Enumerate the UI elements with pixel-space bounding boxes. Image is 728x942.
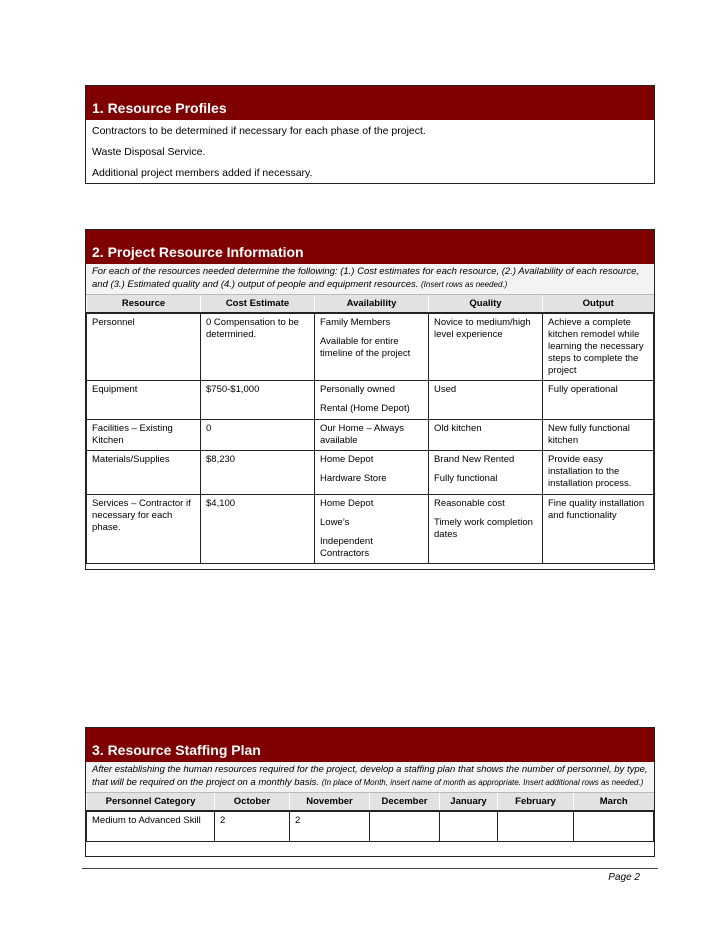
cell-output: Fully operational bbox=[543, 381, 654, 420]
column-header: Availability bbox=[315, 295, 429, 313]
column-header: Resource bbox=[87, 295, 201, 313]
cell-availability: Home Depot Lowe’s Independent Contractors bbox=[315, 495, 429, 564]
column-header: December bbox=[370, 793, 440, 811]
column-header: January bbox=[440, 793, 498, 811]
column-header: November bbox=[290, 793, 370, 811]
column-header: Personnel Category bbox=[87, 793, 215, 811]
profile-line: Contractors to be determined if necessary for each phase of the project. bbox=[92, 125, 426, 137]
cell-output: New fully functional kitchen bbox=[543, 420, 654, 451]
section-description bbox=[86, 264, 654, 295]
cell-resource: Personnel bbox=[87, 313, 201, 381]
table-row bbox=[87, 381, 654, 420]
cell-availability: Family Members Available for entire timeline of the project bbox=[315, 313, 429, 381]
table-row bbox=[87, 811, 654, 841]
cell-output: Achieve a complete kitchen remodel while learning the necessary steps to complete the project bbox=[543, 313, 654, 381]
cell-resource: Facilities – Existing Kitchen bbox=[87, 420, 201, 451]
resource-staffing-plan-section bbox=[85, 727, 655, 857]
cell-quality: Brand New Rented Fully functional bbox=[429, 451, 543, 495]
cell-cost: $4,100 bbox=[201, 495, 315, 564]
cell-resource: Equipment bbox=[87, 381, 201, 420]
cell-february bbox=[498, 811, 574, 841]
footer-divider bbox=[82, 868, 658, 869]
column-header: Cost Estimate bbox=[201, 295, 315, 313]
cell-quality: Novice to medium/high level experience bbox=[429, 313, 543, 381]
cell-output: Fine quality installation and functionality bbox=[543, 495, 654, 564]
cell-cost: 0 bbox=[201, 420, 315, 451]
cell-cost: 0 Compensation to be determined. bbox=[201, 313, 315, 381]
column-header: March bbox=[574, 793, 654, 811]
cell-availability: Our Home – Always available bbox=[315, 420, 429, 451]
section-description bbox=[86, 762, 654, 793]
table-row bbox=[87, 313, 654, 381]
cell-january bbox=[440, 811, 498, 841]
table-row bbox=[87, 451, 654, 495]
profile-line: Additional project members added if necessary. bbox=[92, 167, 313, 179]
page-number: Page 2 bbox=[608, 872, 640, 883]
cell-december bbox=[370, 811, 440, 841]
cell-resource: Services – Contractor if necessary for each phase. bbox=[87, 495, 201, 564]
section-title: 2. Project Resource Information bbox=[86, 230, 654, 264]
resource-profiles-section bbox=[85, 85, 655, 184]
column-header: Output bbox=[543, 295, 654, 313]
description-text: After establishing the human resources required for the project, develop a staffing plan that shows the number of personnel, by type, that will be required on the project on a monthly basis. bbox=[92, 764, 648, 788]
cell-november: 2 bbox=[290, 811, 370, 841]
section-title: 1. Resource Profiles bbox=[86, 86, 654, 120]
cell-cost: $8,230 bbox=[201, 451, 315, 495]
column-header: Quality bbox=[429, 295, 543, 313]
cell-resource: Materials/Supplies bbox=[87, 451, 201, 495]
cell-quality: Used bbox=[429, 381, 543, 420]
cell-october: 2 bbox=[215, 811, 290, 841]
cell-quality: Reasonable cost Timely work completion dates bbox=[429, 495, 543, 564]
profile-line: Waste Disposal Service. bbox=[92, 146, 206, 158]
cell-march bbox=[574, 811, 654, 841]
cell-quality: Old kitchen bbox=[429, 420, 543, 451]
column-header: February bbox=[498, 793, 574, 811]
staffing-table bbox=[86, 793, 654, 842]
description-note: (Insert rows as needed.) bbox=[421, 279, 508, 289]
table-row bbox=[87, 495, 654, 564]
description-note: (In place of Month, insert name of month as appropriate. Insert additional rows as needed.) bbox=[321, 777, 644, 787]
cell-availability: Personally owned Rental (Home Depot) bbox=[315, 381, 429, 420]
cell-availability: Home Depot Hardware Store bbox=[315, 451, 429, 495]
resource-table bbox=[86, 295, 654, 564]
cell-category: Medium to Advanced Skill bbox=[87, 811, 215, 841]
cell-cost: $750-$1,000 bbox=[201, 381, 315, 420]
project-resource-info-section bbox=[85, 229, 655, 570]
column-header: October bbox=[215, 793, 290, 811]
description-text: For each of the resources needed determine the following: (1.) Cost estimates for each resource, (2.) Availability of each resource, and (3.) Estimated quality and (4.) output of people and equipment resources. bbox=[92, 266, 640, 290]
table-row bbox=[87, 420, 654, 451]
section-title: 3. Resource Staffing Plan bbox=[86, 728, 654, 762]
cell-output: Provide easy installation to the installation process. bbox=[543, 451, 654, 495]
